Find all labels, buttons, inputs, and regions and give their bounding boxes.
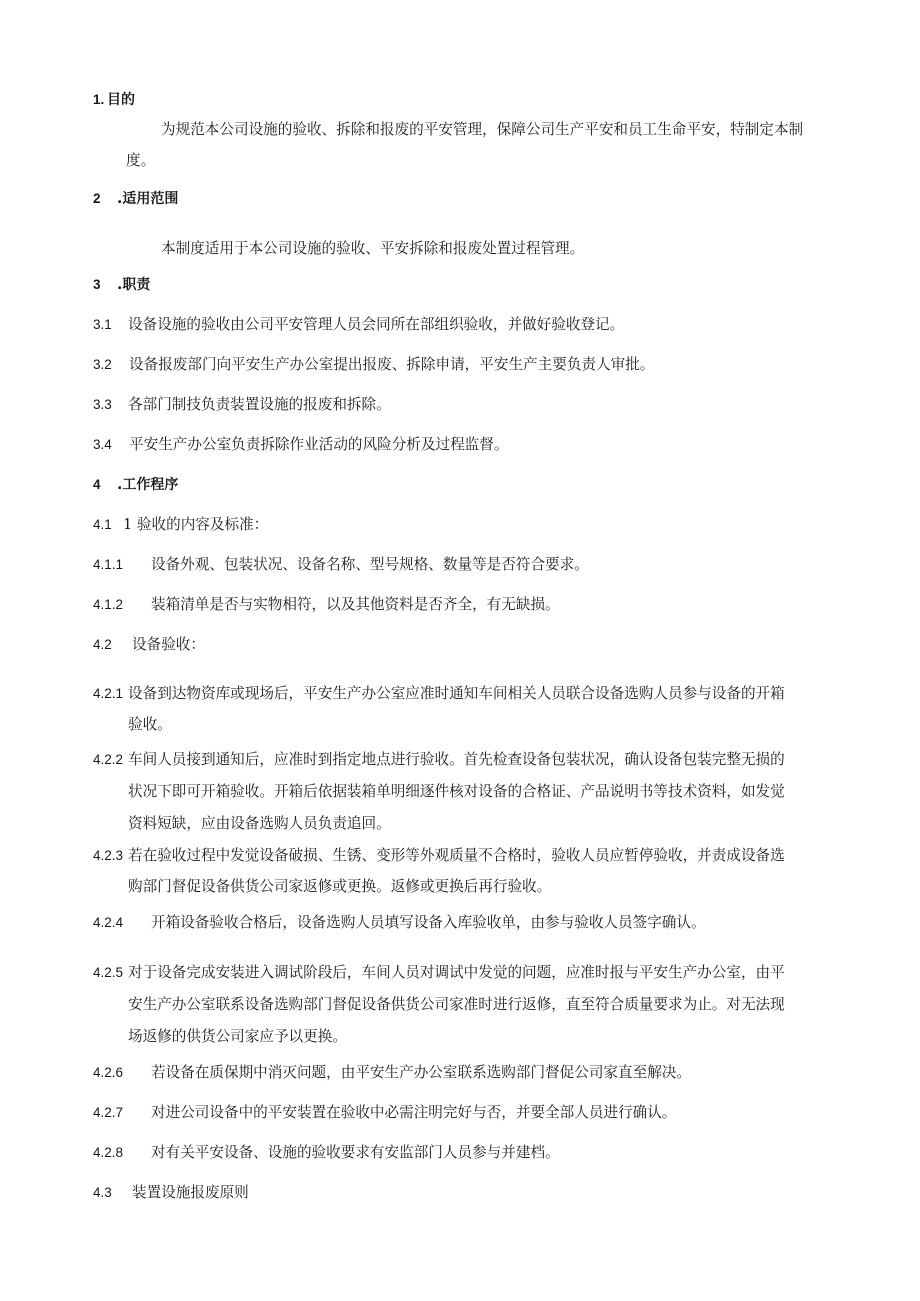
item-number: 4.1 xyxy=(93,517,112,532)
section-4-title: .工作程序 xyxy=(117,477,179,493)
paragraph-text: 为规范本公司设施的验收、拆除和报废的平安管理，保障公司生产平安和员工生命平安，特制定本制 xyxy=(161,121,804,138)
item-text: 设备验收： xyxy=(132,636,205,653)
item-text: 若设备在质保期中消灭问题，由平安生产办公室联系选购部门督促公司家直至解决。 xyxy=(151,1064,691,1081)
item-number: 4.2.3 xyxy=(93,848,124,863)
item-number: 3.3 xyxy=(93,397,112,412)
item-text: 若在验收过程中发觉设备破损、生锈、变形等外观质量不合格时，验收人员应暂停验收，并责成设备选 xyxy=(128,847,785,864)
section-1-number: 1. xyxy=(93,92,105,107)
item-text: 装箱清单是否与实物相符，以及其他资料是否齐全，有无缺损。 xyxy=(151,596,560,613)
item-text: 资料短缺，应由设备选购人员负责追回。 xyxy=(128,815,391,832)
section-3-number: 3 xyxy=(93,277,101,292)
section-2-title: .适用范围 xyxy=(117,191,179,207)
paragraph-text: 度。 xyxy=(126,152,156,169)
item-text: 场返修的供货公司家应予以更换。 xyxy=(128,1028,347,1045)
item-number: 4.2.2 xyxy=(93,752,124,767)
item-text: 设备到达物资库或现场后，平安生产办公室应准时通知车间相关人员联合设备选购人员参与设备的开箱 xyxy=(128,685,785,702)
item-text: 对进公司设备中的平安装置在验收中必需注明完好与否，并要全部人员进行确认。 xyxy=(151,1104,677,1121)
item-text: 对有关平安设备、设施的验收要求有安监部门人员参与并建档。 xyxy=(151,1144,560,1161)
item-text: 车间人员接到通知后，应准时到指定地点进行验收。首先检查设备包装状况，确认设备包装完整无损的 xyxy=(128,751,785,768)
section-1-title: 目的 xyxy=(107,92,135,108)
item-text: 设备报废部门向平安生产办公室提出报废、拆除申请，平安生产主要负责人审批。 xyxy=(129,356,655,373)
item-text: 安生产办公室联系设备选购部门督促设备供货公司家准时进行返修，直至符合质量要求为止。对无法现 xyxy=(128,996,785,1013)
item-text: 装置设施报废原则 xyxy=(132,1184,249,1201)
item-number: 4.2.4 xyxy=(93,915,124,930)
item-text: 各部门制技负责装置设施的报废和拆除。 xyxy=(128,396,391,413)
item-text: 对于设备完成安装进入调试阶段后，车间人员对调试中发觉的问题，应准时报与平安生产办公室，由平 xyxy=(128,964,785,981)
item-text: 状况下即可开箱验收。开箱后依据装箱单明细逐件核对设备的合格证、产品说明书等技术资料，如发觉 xyxy=(128,783,785,800)
item-number: 4.2.6 xyxy=(93,1065,124,1080)
item-number: 4.2.7 xyxy=(93,1105,124,1120)
item-text: 设备外观、包装状况、设备名称、型号规格、数量等是否符合要求。 xyxy=(151,556,589,573)
item-number: 4.2.5 xyxy=(93,965,124,980)
item-number: 3.4 xyxy=(93,437,112,452)
section-2-number: 2 xyxy=(93,191,101,206)
paragraph-text: 本制度适用于本公司设施的验收、平安拆除和报废处置过程管理。 xyxy=(161,240,585,257)
item-text: 设备设施的验收由公司平安管理人员会同所在部组织验收，并做好验收登记。 xyxy=(128,316,625,333)
section-4-number: 4 xyxy=(93,477,101,492)
item-number: 4.2 xyxy=(93,637,112,652)
item-text: 平安生产办公室负责拆除作业活动的风险分析及过程监督。 xyxy=(129,436,509,453)
item-number: 4.2.1 xyxy=(93,686,124,701)
item-number: 3.2 xyxy=(93,357,112,372)
item-text: 购部门督促设备供货公司家返修或更换。返修或更换后再行验收。 xyxy=(128,878,552,895)
item-text: 验收。 xyxy=(128,716,172,733)
item-number: 4.1.2 xyxy=(93,597,124,612)
item-number: 4.1.1 xyxy=(93,557,124,572)
item-number: 4.3 xyxy=(93,1185,112,1200)
item-number: 4.2.8 xyxy=(93,1145,124,1160)
item-text: 开箱设备验收合格后，设备选购人员填写设备入库验收单，由参与验收人员签字确认。 xyxy=(151,914,706,931)
item-text: 1 验收的内容及标准： xyxy=(123,516,269,533)
item-number: 3.1 xyxy=(93,317,112,332)
section-3-title: .职责 xyxy=(117,277,151,293)
